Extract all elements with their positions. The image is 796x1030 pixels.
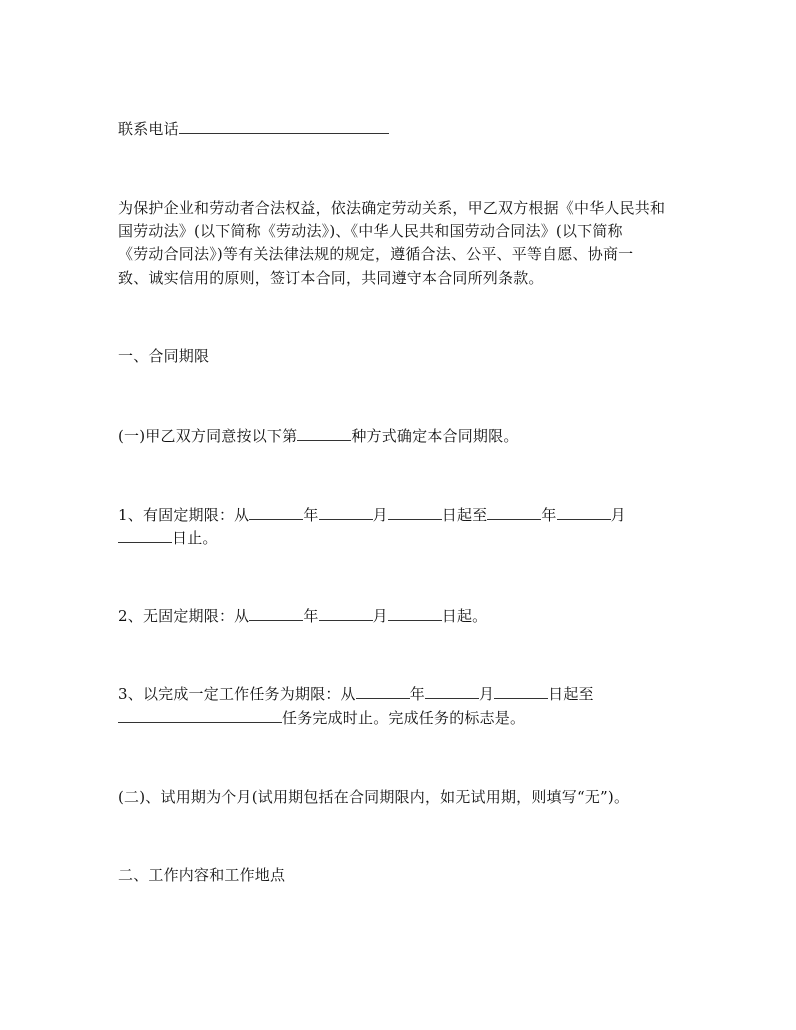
item-2-month-label: 月 xyxy=(372,607,388,625)
item-3-year-label: 年 xyxy=(409,685,425,703)
item-3-prefix: 3、以完成一定工作任务为期限：从 xyxy=(118,685,356,703)
item-1-start-month-blank xyxy=(319,504,373,520)
clause-1a xyxy=(118,424,688,448)
item-3-task-blank xyxy=(118,707,282,723)
section-2-heading: 二、工作内容和工作地点 xyxy=(118,866,286,884)
item-2-line xyxy=(118,604,688,628)
item-1-line-2 xyxy=(118,526,688,550)
section-1-heading: 一、合同期限 xyxy=(118,347,210,365)
item-1-end-day-blank xyxy=(118,527,172,543)
item-1-year-label: 年 xyxy=(303,506,319,524)
item-2-month-blank xyxy=(319,605,373,621)
item-1-month-label: 月 xyxy=(372,506,388,524)
clause-1a-prefix: (一)甲乙双方同意按以下第 xyxy=(118,427,298,445)
item-3-day-to-label: 日起至 xyxy=(548,685,594,703)
preamble-line-2: 国劳动法》(以下简称《劳动法》)、《中华人民共和国劳动合同法》(以下简称 xyxy=(118,222,623,240)
method-number-blank xyxy=(297,425,351,441)
clause-1a-suffix: 种方式确定本合同期限。 xyxy=(351,427,519,445)
item-3-day-blank xyxy=(494,683,548,699)
clause-1b: (二)、试用期为个月(试用期包括在合同期限内，如无试用期，则填写“无”)。 xyxy=(118,788,630,806)
item-3-year-blank xyxy=(356,683,410,699)
preamble-line-3: 《劳动合同法》)等有关法律法规的规定，遵循合法、公平、平等自愿、协商一 xyxy=(118,245,634,263)
item-2-day-blank xyxy=(388,605,442,621)
item-1-month2-label: 月 xyxy=(610,506,626,524)
item-1-prefix: 1、有固定期限：从 xyxy=(118,506,250,524)
contact-phone-line xyxy=(118,117,688,141)
preamble-line-4: 致、诚实信用的原则，签订本合同，共同遵守本合同所列条款。 xyxy=(118,269,544,287)
item-1-day-to-label: 日起至 xyxy=(441,506,488,524)
preamble-line-1: 为保护企业和劳动者合法权益，依法确定劳动关系，甲乙双方根据《中华人民共和 xyxy=(118,199,666,217)
contact-phone-blank xyxy=(179,118,389,134)
item-2-year-blank xyxy=(249,605,303,621)
item-1-line-1 xyxy=(118,503,688,527)
item-1-end-label: 日止。 xyxy=(172,529,218,547)
item-3-end-label: 任务完成时止。完成任务的标志是。 xyxy=(282,709,526,727)
item-1-end-month-blank xyxy=(557,504,611,520)
item-3-line-1 xyxy=(118,682,688,706)
item-1-year2-label: 年 xyxy=(541,506,557,524)
item-1-end-year-blank xyxy=(487,504,541,520)
contact-phone-label: 联系电话 xyxy=(118,120,179,138)
item-3-line-2 xyxy=(118,706,688,730)
item-1-start-year-blank xyxy=(249,504,303,520)
item-3-month-label: 月 xyxy=(478,685,495,703)
item-2-year-label: 年 xyxy=(303,607,319,625)
item-1-start-day-blank xyxy=(388,504,442,520)
item-2-prefix: 2、无固定期限：从 xyxy=(118,607,250,625)
item-2-end-label: 日起。 xyxy=(441,607,488,625)
item-3-month-blank xyxy=(425,683,479,699)
